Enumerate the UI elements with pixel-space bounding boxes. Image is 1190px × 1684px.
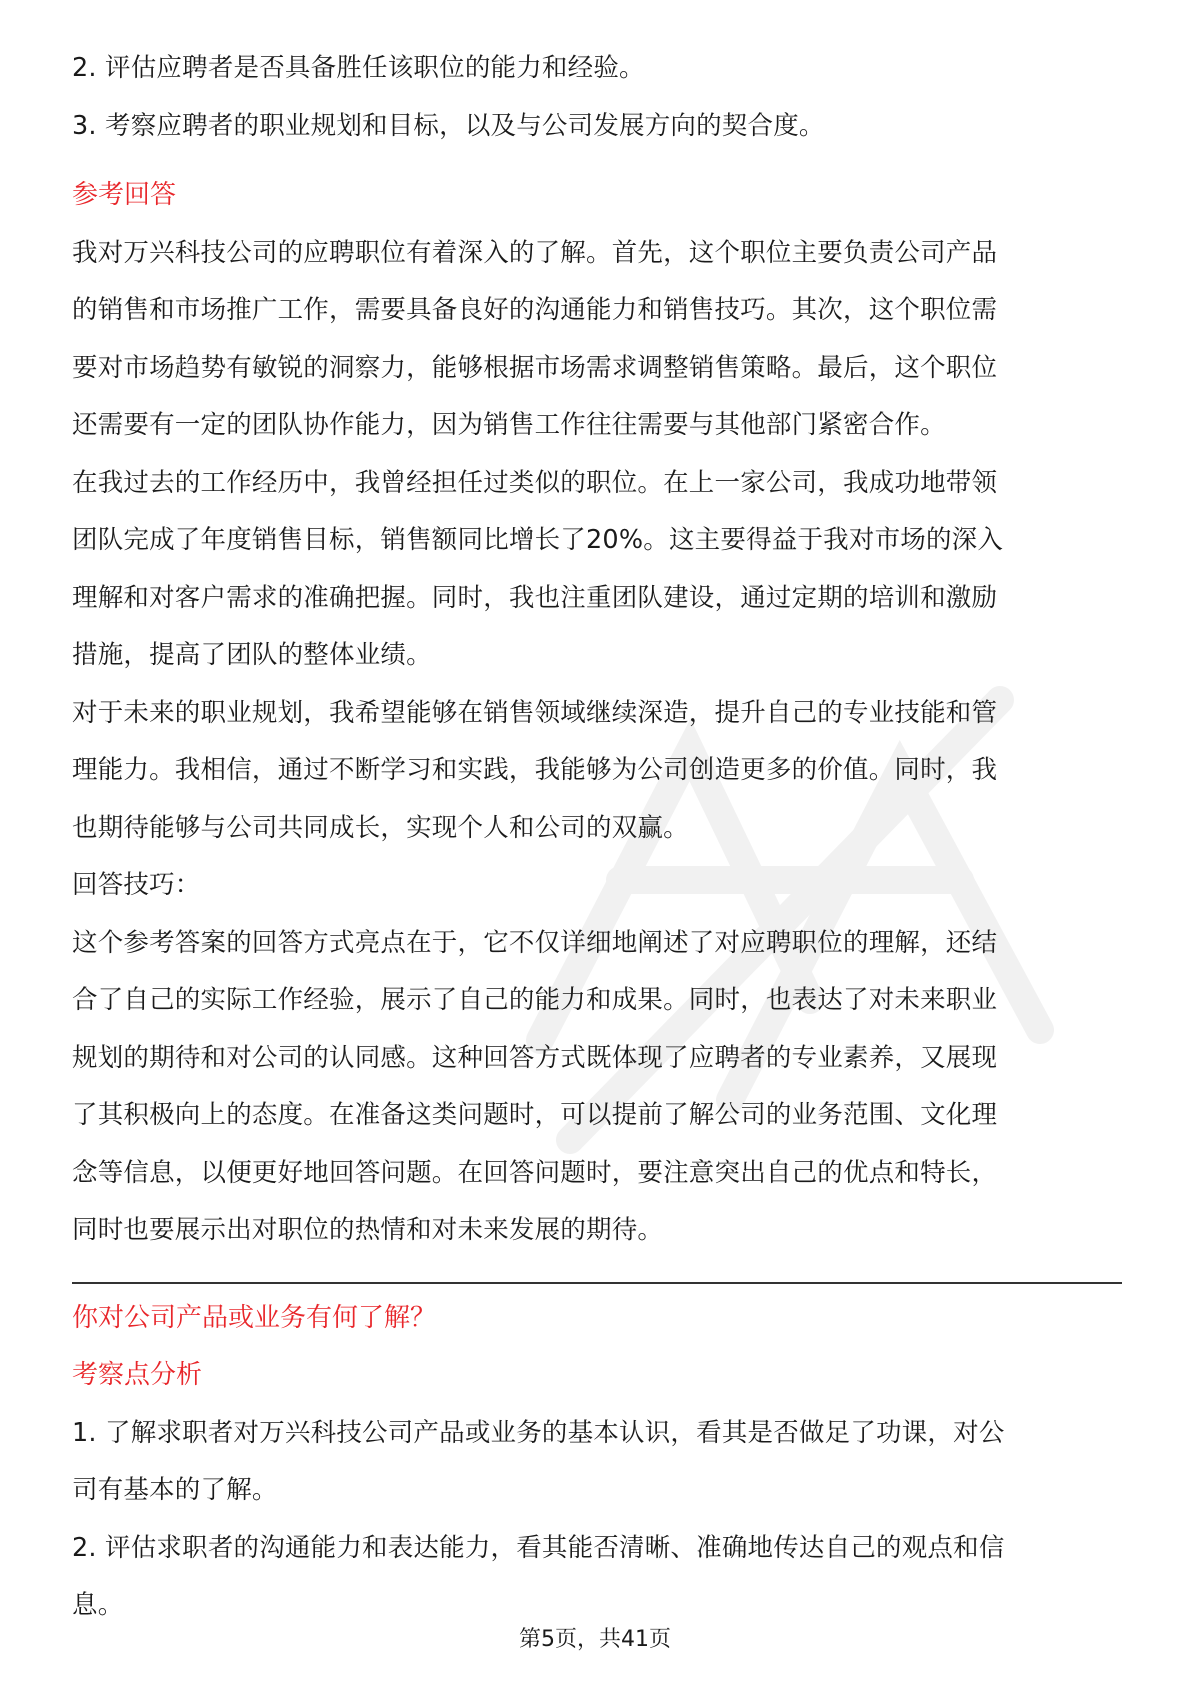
tips-line: 念等信息，以便更好地回答问题。在回答问题时，要注意突出自己的优点和特长， bbox=[72, 1157, 998, 1188]
answer-line: 还需要有一定的团队协作能力，因为销售工作往往需要与其他部门紧密合作。 bbox=[72, 410, 946, 440]
answer-line: 理能力。我相信，通过不断学习和实践，我能够为公司创造更多的价值。同时，我 bbox=[72, 755, 998, 785]
analysis-line: 司有基本的了解。 bbox=[72, 1475, 278, 1505]
answer-line: 也期待能够与公司共同成长，实现个人和公司的双赢。 bbox=[72, 812, 689, 843]
answer-line: 措施，提高了团队的整体业绩。 bbox=[72, 640, 432, 670]
answer-line: 的销售和市场推广工作，需要具备良好的沟通能力和销售技巧。其次，这个职位需 bbox=[72, 295, 998, 325]
question-title: 你对公司产品或业务有何了解？ bbox=[72, 1302, 437, 1333]
answer-line: 要对市场趋势有敏锐的洞察力，能够根据市场需求调整销售策略。最后，这个职位 bbox=[72, 352, 998, 383]
tips-line: 规划的期待和对公司的认同感。这种回答方式既体现了应聘者的专业素养，又展现 bbox=[72, 1042, 998, 1073]
answer-heading: 参考回答 bbox=[72, 180, 177, 210]
intro-line-1: 2. 评估应聘者是否具备胜任该职位的能力和经验。 bbox=[72, 53, 645, 83]
answer-line: 对于未来的职业规划，我希望能够在销售领域继续深造，提升自己的专业技能和管 bbox=[72, 697, 998, 728]
answer-line: 我对万兴科技公司的应聘职位有着深入的了解。首先，这个职位主要负责公司产品 bbox=[72, 237, 998, 268]
tips-label: 回答技巧： bbox=[72, 870, 201, 900]
tips-line: 了其积极向上的态度。在准备这类问题时，可以提前了解公司的业务范围、文化理 bbox=[72, 1100, 998, 1130]
answer-line: 团队完成了年度销售目标，销售额同比增长了20%。这主要得益于我对市场的深入 bbox=[72, 525, 1004, 555]
answer-line: 理解和对客户需求的准确把握。同时，我也注重团队建设，通过定期的培训和激励 bbox=[72, 582, 998, 613]
tips-line: 这个参考答案的回答方式亮点在于，它不仅详细地阐述了对应聘职位的理解，还结 bbox=[72, 927, 998, 958]
analysis-line: 2. 评估求职者的沟通能力和表达能力，看其能否清晰、准确地传达自己的观点和信 bbox=[72, 1532, 1005, 1563]
intro-line-2: 3. 考察应聘者的职业规划和目标，以及与公司发展方向的契合度。 bbox=[72, 110, 825, 141]
analysis-heading: 考察点分析 bbox=[72, 1360, 203, 1390]
tips-line: 同时也要展示出对职位的热情和对未来发展的期待。 bbox=[72, 1215, 664, 1245]
answer-line: 在我过去的工作经历中，我曾经担任过类似的职位。在上一家公司，我成功地带领 bbox=[72, 467, 998, 498]
analysis-line: 息。 bbox=[72, 1590, 124, 1620]
analysis-line: 1. 了解求职者对万兴科技公司产品或业务的基本认识，看其是否做足了功课，对公 bbox=[72, 1417, 1005, 1448]
tips-line: 合了自己的实际工作经验，展示了自己的能力和成果。同时，也表达了对未来职业 bbox=[72, 985, 998, 1015]
page-number: 第5页，共41页 bbox=[519, 1627, 671, 1652]
section-divider bbox=[72, 1282, 1122, 1284]
document-page bbox=[72, 40, 1122, 1635]
